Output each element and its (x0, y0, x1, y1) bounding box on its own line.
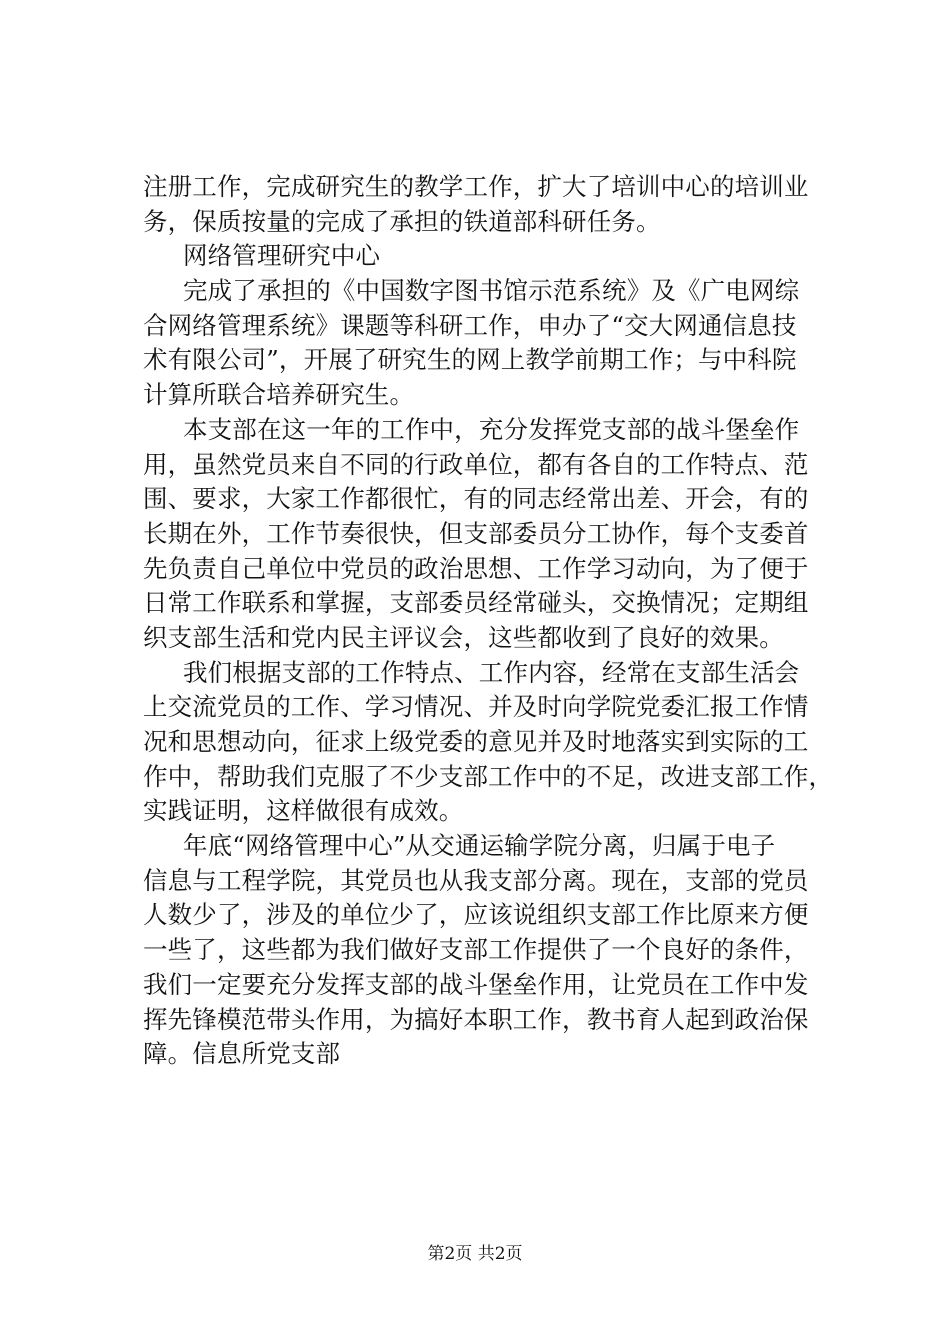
text-line: 计算所联合培养研究生。 (143, 380, 415, 410)
text-line: 信息与工程学院，其党员也从我支部分离。现在，支部的党员 (143, 865, 809, 895)
text-line: 本支部在这一年的工作中，充分发挥党支部的战斗堡垒作 (183, 414, 800, 444)
text-line: 挥先锋模范带头作用，为搞好本职工作，教书育人起到政治保 (143, 1004, 809, 1034)
text-line: 日常工作联系和掌握，支部委员经常碰头，交换情况；定期组 (143, 588, 809, 618)
text-line: 先负责自己单位中党员的政治思想、工作学习动向，为了便于 (143, 553, 809, 583)
text-line: 实践证明，这样做很有成效。 (143, 796, 464, 826)
text-line: 术有限公司”，开展了研究生的网上教学前期工作；与中科院 (143, 345, 797, 375)
text-line: 务，保质按量的完成了承担的铁道部科研任务。 (143, 206, 661, 236)
text-line: 用，虽然党员来自不同的行政单位，都有各自的工作特点、范 (143, 449, 809, 479)
text-line: 障。信息所党支部 (143, 1039, 341, 1069)
text-line: 围、要求，大家工作都很忙，有的同志经常出差、开会，有的 (143, 484, 809, 514)
text-line: 况和思想动向，征求上级党委的意见并及时地落实到实际的工 (143, 727, 809, 756)
text-line: 上交流党员的工作、学习情况、并及时向学院党委汇报工作情 (143, 692, 809, 722)
text-line: 我们根据支部的工作特点、工作内容，经常在支部生活会 (183, 657, 800, 687)
page-footer: 第2页 共2页 (427, 1244, 523, 1264)
text-line: 一些了，这些都为我们做好支部工作提供了一个良好的条件， (143, 935, 809, 965)
text-line: 完成了承担的《中国数字图书馆示范系统》及《广电网综 (183, 276, 800, 306)
text-line: 长期在外，工作节奏很快，但支部委员分工协作，每个支委首 (143, 518, 809, 548)
text-line: 合网络管理系统》课题等科研工作，申办了“交大网通信息技 (143, 310, 797, 340)
text-line: 织支部生活和党内民主评议会，这些都收到了良好的效果。 (143, 622, 784, 652)
text-line: 我们一定要充分发挥支部的战斗堡垒作用，让党员在工作中发 (143, 969, 809, 999)
text-line: 人数少了，涉及的单位少了，应该说组织支部工作比原来方便 (143, 900, 809, 930)
text-line: 年底“网络管理中心”从交通运输学院分离，归属于电子 (183, 831, 776, 861)
text-line: 作中，帮助我们克服了不少支部工作中的不足，改进支部工作， (143, 761, 834, 791)
text-line: 网络管理研究中心 (183, 241, 381, 271)
document-body (143, 170, 834, 1072)
text-line: 注册工作，完成研究生的教学工作，扩大了培训中心的培训业 (143, 172, 809, 201)
